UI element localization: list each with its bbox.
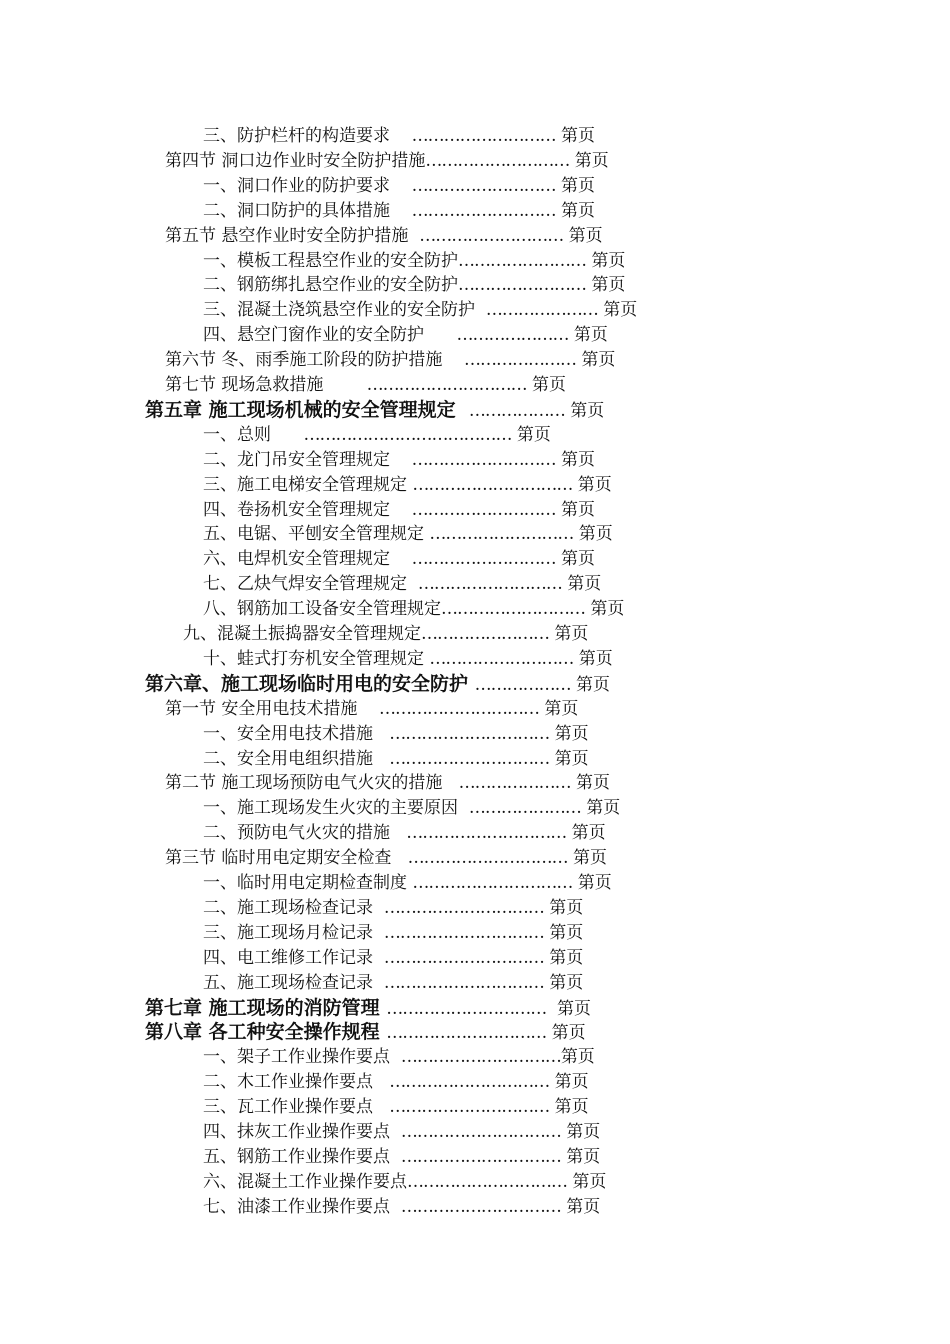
toc-entry-gap <box>391 848 407 868</box>
toc-entry-title: 二、钢筋绑扎悬空作业的安全防护 <box>203 275 458 296</box>
toc-item-row <box>203 896 583 920</box>
toc-leader-dots: ………………………… <box>389 723 550 744</box>
toc-page-number: 第页 <box>555 549 596 570</box>
toc-entry-title: 第二节 施工现场预防电气火灾的措施 <box>165 773 443 794</box>
toc-entry-gap <box>390 549 412 569</box>
toc-leader-dots: ………………………… <box>412 474 573 495</box>
toc-page-number: 第页 <box>555 499 596 520</box>
toc-page-number: 第页 <box>597 300 638 321</box>
toc-item-row <box>203 971 583 995</box>
toc-leader-dots: ………………………… <box>406 823 567 844</box>
toc-entry-title: 四、抹灰工作业操作要点 <box>203 1122 390 1142</box>
toc-item-row <box>203 323 608 347</box>
toc-page-number: 第页 <box>549 1097 589 1118</box>
toc-entry-title: 八、钢筋加工设备安全管理规定 <box>203 599 441 620</box>
toc-entry-gap <box>458 798 469 818</box>
toc-page-number: 第页 <box>543 922 584 943</box>
toc-item-row <box>203 647 613 671</box>
toc-page-number: 第页 <box>572 474 612 495</box>
toc-leader-dots: ………………………… <box>400 1122 561 1142</box>
toc-page-number: 第页 <box>561 574 602 595</box>
toc-leader-dots: ……………………… <box>411 449 556 470</box>
toc-leader-dots: …………………… <box>421 624 549 644</box>
toc-leader-dots: …………………… <box>458 275 586 296</box>
toc-entry-title: 一、总则 <box>203 424 271 445</box>
toc-entry-title: 第六章、施工现场临时用电的安全防护 <box>145 672 469 695</box>
toc-item-row <box>203 522 613 546</box>
toc-entry-title: 第八章 各工种安全操作规程 <box>145 1021 380 1044</box>
toc-page-number: 第页 <box>567 1171 607 1192</box>
toc-entry-gap <box>442 350 464 370</box>
toc-entry-title: 第一节 安全用电技术措施 <box>165 698 358 719</box>
toc-page-number: 第页 <box>572 873 612 893</box>
toc-leader-dots: ………………………… <box>400 1146 561 1167</box>
toc-leader-dots: ……………………… <box>411 126 556 146</box>
toc-leader-dots: ………………… <box>458 773 571 794</box>
toc-entry-gap <box>390 201 412 221</box>
toc-item-row <box>203 722 589 746</box>
toc-chapter-row <box>145 996 591 1021</box>
toc-entry-title: 一、洞口作业的防护要求 <box>203 175 390 196</box>
toc-leader-dots: ……………………… <box>411 549 556 570</box>
toc-entry-title: 二、施工现场检查记录 <box>203 897 373 918</box>
toc-leader-dots: ……………………… <box>429 648 574 669</box>
toc-entry-title: 一、模板工程悬空作业的安全防护 <box>203 250 458 271</box>
toc-page-number: 第页 <box>563 225 603 246</box>
toc-item-row <box>203 498 595 522</box>
toc-page-number: 第页 <box>573 524 613 545</box>
toc-entry-title: 二、安全用电组织措施 <box>203 748 373 769</box>
toc-section-row <box>165 697 578 721</box>
toc-page-number: 第页 <box>549 723 589 744</box>
toc-page-number: 第页 <box>543 972 584 993</box>
toc-leader-dots: ………………… <box>464 350 577 371</box>
toc-entry-gap <box>390 176 412 196</box>
toc-entry-title: 三、防护栏杆的构造要求 <box>203 126 390 146</box>
toc-entry-gap <box>407 574 418 594</box>
toc-entry-title: 第六节 冬、雨季施工阶段的防护措施 <box>165 350 443 371</box>
toc-leader-dots: ……………… <box>474 674 571 695</box>
toc-item-row <box>203 1095 589 1119</box>
toc-leader-dots: ………………… <box>456 325 569 346</box>
toc-entry-title: 二、预防电气火灾的措施 <box>203 823 390 844</box>
toc-entry-title: 第五节 悬空作业时安全防护措施 <box>165 225 409 246</box>
toc-item-row <box>203 298 637 322</box>
toc-entry-title: 一、安全用电技术措施 <box>203 723 373 744</box>
toc-entry-title: 三、混凝土浇筑悬空作业的安全防护 <box>203 300 475 321</box>
toc-leader-dots: ………………………… <box>379 698 540 719</box>
toc-page-number: 第页 <box>560 1146 601 1167</box>
toc-entry-title: 第四节 洞口边作业时安全防护措施 <box>165 150 426 171</box>
toc-item-row <box>203 796 620 820</box>
toc-item-row <box>203 423 551 447</box>
toc-entry-gap <box>373 1072 389 1092</box>
toc-leader-dots: ……………………… <box>411 200 556 221</box>
toc-entry-title: 四、悬空门窗作业的安全防护 <box>203 325 424 346</box>
toc-page-number: 第页 <box>564 400 605 421</box>
toc-page-number: 第页 <box>539 698 579 719</box>
toc-page-number: 第页 <box>555 175 596 196</box>
toc-leader-dots: ……………………… <box>425 150 570 171</box>
toc-entry-gap <box>373 973 384 993</box>
toc-entry-title: 七、乙炔气焊安全管理规定 <box>203 574 407 595</box>
toc-entry-gap <box>373 1097 389 1117</box>
toc-item-row <box>203 597 624 621</box>
toc-item-row <box>203 174 595 198</box>
toc-item-row <box>203 249 625 273</box>
toc-item-row <box>203 1145 600 1169</box>
toc-entry-title: 一、施工现场发生火灾的主要原因 <box>203 798 458 819</box>
toc-entry-title: 十、蛙式打夯机安全管理规定 <box>203 648 424 669</box>
toc-section-row <box>165 149 609 173</box>
toc-item-row <box>203 921 583 945</box>
toc-item-row <box>203 1195 600 1219</box>
toc-page-number: 第页 <box>549 624 589 644</box>
toc-entry-gap <box>390 1122 401 1142</box>
toc-item-row <box>203 547 595 571</box>
toc-entry-title: 三、施工电梯安全管理规定 <box>203 474 407 495</box>
toc-page-number: 第页 <box>543 947 584 968</box>
toc-entry-title: 四、电工维修工作记录 <box>203 947 373 968</box>
toc-entry-gap <box>442 773 458 793</box>
toc-entry-title: 第五章 施工现场机械的安全管理规定 <box>145 398 456 421</box>
toc-entry-title: 五、钢筋工作业操作要点 <box>203 1146 390 1167</box>
toc-page-number: 第页 <box>511 424 551 445</box>
toc-entry-title: 九、混凝土振捣器安全管理规定 <box>183 624 421 644</box>
toc-section-row <box>165 373 566 397</box>
toc-item-row <box>203 124 595 148</box>
toc-section-row <box>165 771 610 795</box>
toc-page-number: 第页 <box>555 449 596 470</box>
toc-leader-dots: ……………… <box>468 400 565 421</box>
toc-section-row <box>165 224 603 248</box>
toc-leader-dots: ………………………… <box>383 897 544 918</box>
toc-page-number: 第页 <box>580 798 621 819</box>
toc-leader-dots: ………………………… <box>407 848 568 869</box>
toc-leader-dots: ………………………… <box>386 998 547 1019</box>
toc-leader-dots: ………………………… <box>383 972 544 993</box>
toc-page-number: 第页 <box>549 748 589 769</box>
toc-entry-gap <box>373 898 384 918</box>
toc-item-row <box>203 1070 589 1094</box>
toc-entry-title: 第七节 现场急救措施 <box>165 375 324 395</box>
toc-entry-gap <box>424 325 456 345</box>
toc-page-number: 第页 <box>568 325 608 346</box>
toc-page-number: 第页 <box>567 848 608 869</box>
toc-entry-gap <box>373 948 384 968</box>
toc-item-row <box>203 1120 600 1144</box>
toc-page-number: 第页 <box>555 200 596 221</box>
toc-item-row <box>203 273 625 297</box>
toc-page-number: 第页 <box>585 599 625 620</box>
toc-leader-dots: ………………………… <box>389 1097 550 1118</box>
toc-item-row <box>203 473 612 497</box>
toc-page-number: 第页 <box>546 1023 586 1044</box>
toc-page-number: 第页 <box>543 897 584 918</box>
toc-page-number: 第页 <box>526 375 567 395</box>
toc-page-number: 第页 <box>566 823 606 844</box>
toc-entry-title: 三、施工现场月检记录 <box>203 922 373 943</box>
toc-leader-dots: ……………………… <box>417 574 562 595</box>
toc-leader-dots: ………………… <box>485 300 598 321</box>
toc-leader-dots: ………………………… <box>366 375 527 395</box>
toc-leader-dots: ………………………… <box>400 1047 561 1068</box>
toc-entry-title: 六、电焊机安全管理规定 <box>203 549 390 570</box>
toc-entry-gap <box>390 126 412 146</box>
toc-entry-title: 七、油漆工作业操作要点 <box>203 1196 390 1217</box>
toc-item-row <box>203 1045 595 1069</box>
toc-item-row <box>203 1170 606 1194</box>
toc-chapter-row <box>145 672 610 697</box>
toc-section-row <box>165 846 607 870</box>
toc-page-number: 第页 <box>586 275 626 296</box>
toc-entry-title: 五、施工现场检查记录 <box>203 972 373 993</box>
toc-entry-title: 二、龙门吊安全管理规定 <box>203 449 390 470</box>
toc-entry-gap <box>390 1197 401 1217</box>
toc-leader-dots: ……………………… <box>441 599 585 620</box>
toc-item-row <box>203 448 595 472</box>
toc-entry-gap <box>373 724 389 744</box>
toc-page-number: 第页 <box>546 998 592 1019</box>
toc-leader-dots: ………………… <box>468 798 581 819</box>
toc-leader-dots: ………………………… <box>386 1023 547 1044</box>
toc-entry-gap <box>357 699 379 719</box>
toc-leader-dots: ………………………… <box>400 1196 561 1217</box>
toc-entry-title: 一、临时用电定期检查制度 <box>203 873 407 893</box>
toc-entry-gap <box>390 823 406 843</box>
toc-entry-title: 一、架子工作业操作要点 <box>203 1047 390 1068</box>
toc-leader-dots: ……………………… <box>411 175 556 196</box>
toc-leader-dots: ………………………… <box>389 1072 550 1093</box>
toc-entry-gap <box>390 1047 401 1067</box>
toc-entry-title: 六、混凝土工作业操作要点 <box>203 1171 407 1192</box>
toc-entry-gap <box>323 375 366 395</box>
toc-entry-gap <box>390 1147 401 1167</box>
toc-chapter-row <box>145 1020 586 1045</box>
toc-page-number: 第页 <box>549 1072 589 1093</box>
toc-entry-gap <box>390 450 412 470</box>
toc-entry-title: 第七章 施工现场的消防管理 <box>145 996 380 1019</box>
toc-page-number: 第页 <box>560 1047 595 1068</box>
toc-item-row <box>203 572 601 596</box>
toc-leader-dots: …………………… <box>458 250 586 271</box>
toc-chapter-row <box>145 398 604 423</box>
toc-entry-gap <box>475 300 486 320</box>
toc-entry-gap <box>390 500 412 520</box>
toc-leader-dots: ………………………… <box>412 873 573 893</box>
toc-leader-dots: ………………………………… <box>303 424 512 445</box>
toc-page-number: 第页 <box>569 150 609 171</box>
toc-page-number: 第页 <box>560 1122 601 1142</box>
toc-page-number: 第页 <box>573 648 613 669</box>
toc-page-number: 第页 <box>576 350 616 371</box>
toc-entry-title: 四、卷扬机安全管理规定 <box>203 499 390 520</box>
toc-item-row <box>203 946 583 970</box>
toc-page-number: 第页 <box>570 674 611 695</box>
toc-entry-gap <box>468 673 475 695</box>
toc-entry-title: 五、电锯、平刨安全管理规定 <box>203 524 424 545</box>
toc-leader-dots: ………………………… <box>383 922 544 943</box>
toc-item-row <box>203 821 606 845</box>
toc-page-number: 第页 <box>555 126 596 146</box>
toc-entry-gap <box>373 923 384 943</box>
toc-leader-dots: ……………………… <box>419 225 564 246</box>
toc-item-row <box>203 199 595 223</box>
toc-entry-gap <box>271 425 303 445</box>
toc-entry-gap <box>408 226 419 246</box>
toc-leader-dots: ……………………… <box>429 524 574 545</box>
toc-entry-title: 三、瓦工作业操作要点 <box>203 1097 373 1118</box>
toc-entry-gap <box>373 749 389 769</box>
toc-leader-dots: ……………………… <box>411 499 556 520</box>
toc-leader-dots: ………………………… <box>389 748 550 769</box>
toc-entry-title: 二、木工作业操作要点 <box>203 1072 373 1093</box>
toc-page-number: 第页 <box>560 1196 601 1217</box>
toc-entry-title: 第三节 临时用电定期安全检查 <box>165 848 392 869</box>
toc-entry-gap <box>456 399 469 421</box>
toc-page-number: 第页 <box>570 773 611 794</box>
toc-leader-dots: ………………………… <box>407 1171 567 1192</box>
toc-entry-title: 二、洞口防护的具体措施 <box>203 200 390 221</box>
toc-item-row <box>183 622 588 646</box>
toc-section-row <box>165 348 615 372</box>
toc-item-row <box>203 747 589 771</box>
toc-page-number: 第页 <box>586 250 626 271</box>
toc-item-row <box>203 871 612 895</box>
toc-leader-dots: ………………………… <box>383 947 544 968</box>
